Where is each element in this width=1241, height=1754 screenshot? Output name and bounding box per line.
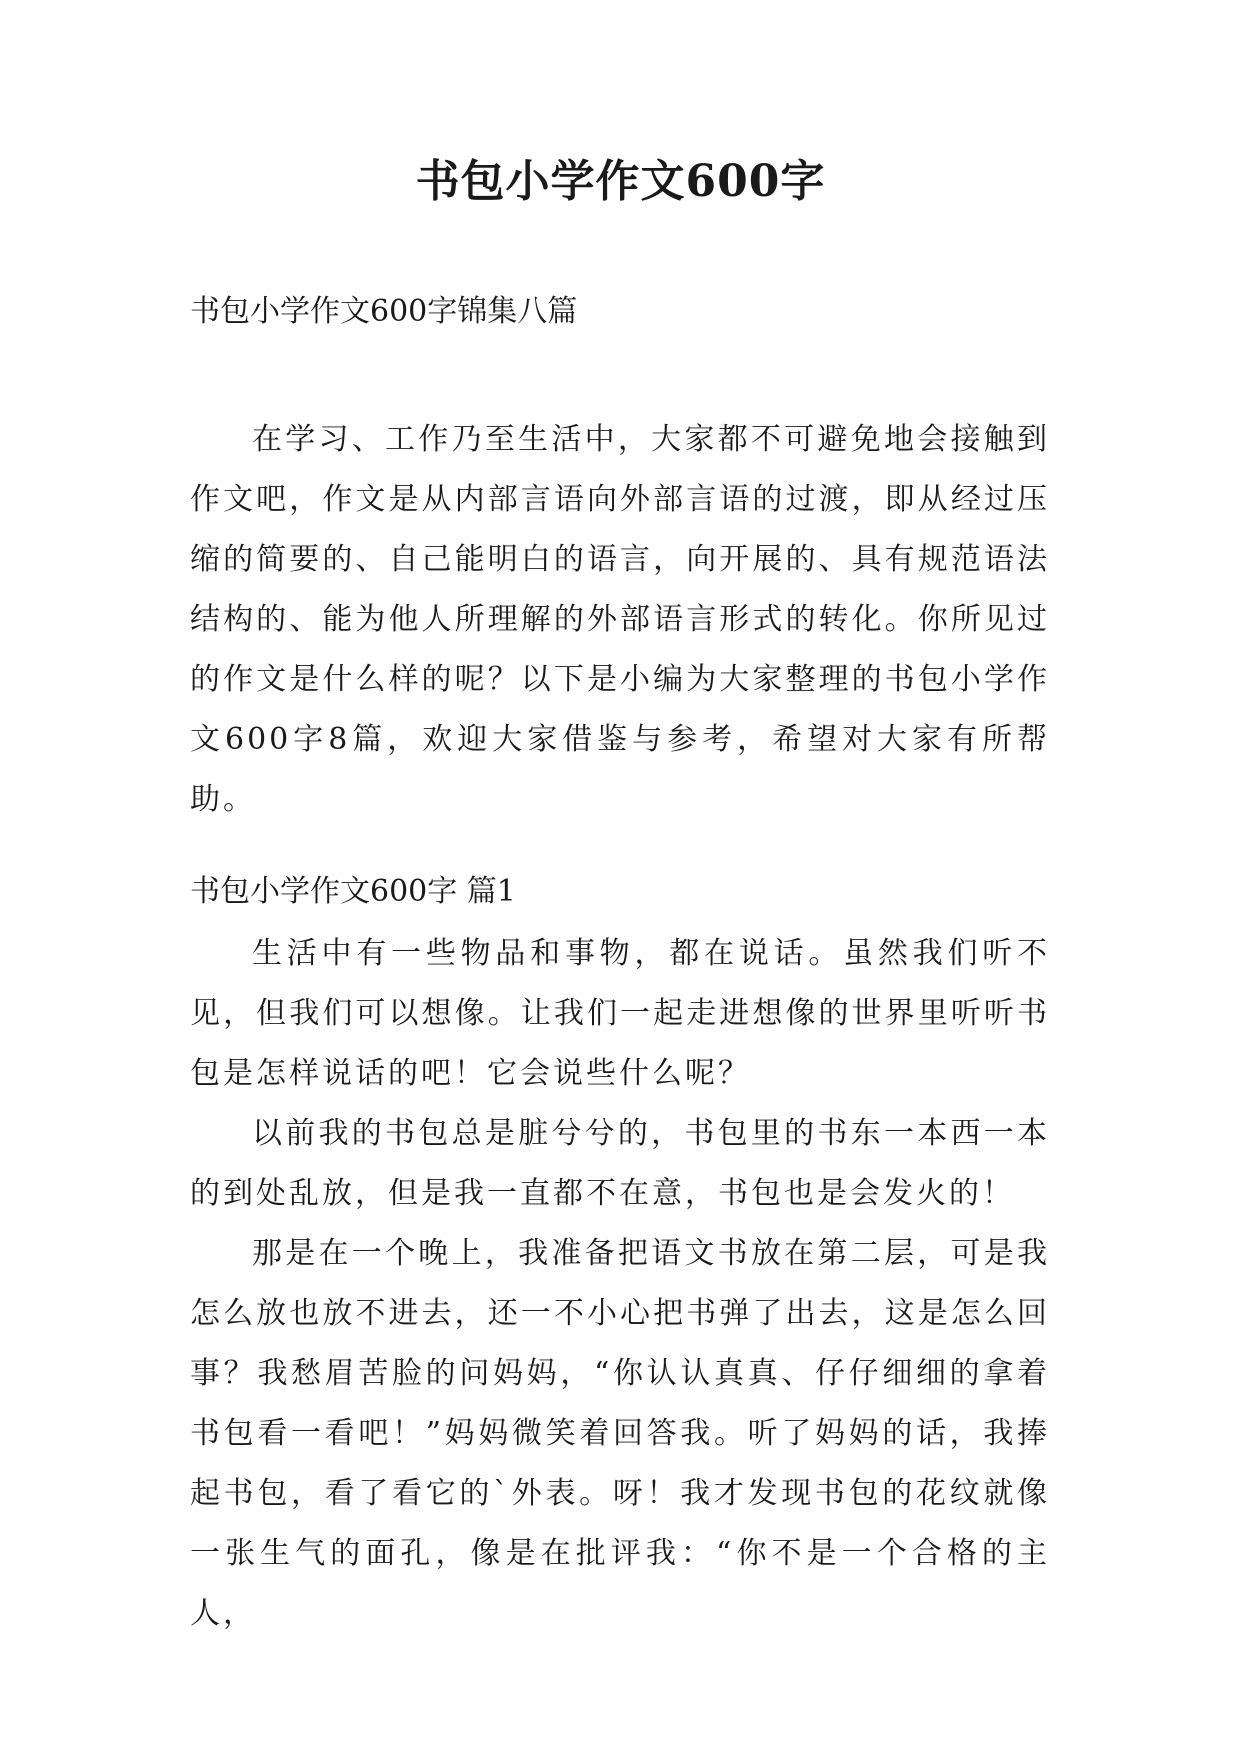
document-subtitle: 书包小学作文600字锦集八篇	[190, 294, 578, 329]
document-title: 书包小学作文600字	[415, 156, 826, 207]
body-paragraph: 那是在一个晚上，我准备把语文书放在第二层，可是我怎么放也放不进去，还一不小心把书弹了出去，这是怎么回事？我愁眉苦脸的问妈妈，“你认认真真、仔仔细细的拿着书包看一看吧！”妈妈微笑着回答我。听了妈妈的话，我捧起书包，看了看它的`外表。呀！我才发现书包的花纹就像一张生气的面孔，像是在批评我：“你不是一个合格的主人，	[190, 1236, 1050, 1631]
section-heading: 书包小学作文600字 篇1	[190, 874, 516, 909]
body-paragraph: 以前我的书包总是脏兮兮的，书包里的书东一本西一本的到处乱放，但是我一直都不在意，书包也是会发火的！	[190, 1116, 1050, 1211]
intro-paragraph: 在学习、工作乃至生活中，大家都不可避免地会接触到作文吧，作文是从内部言语向外部言语的过渡，即从经过压缩的简要的、自己能明白的语言，向开展的、具有规范语法结构的、能为他人所理解的外部语言形式的转化。你所见过的作文是什么样的呢？以下是小编为大家整理的书包小学作文600字8篇，欢迎大家借鉴与参考，希望对大家有所帮助。	[190, 422, 1050, 817]
body-paragraph: 生活中有一些物品和事物，都在说话。虽然我们听不见，但我们可以想像。让我们一起走进想像的世界里听听书包是怎样说话的吧！它会说些什么呢？	[190, 936, 1050, 1091]
